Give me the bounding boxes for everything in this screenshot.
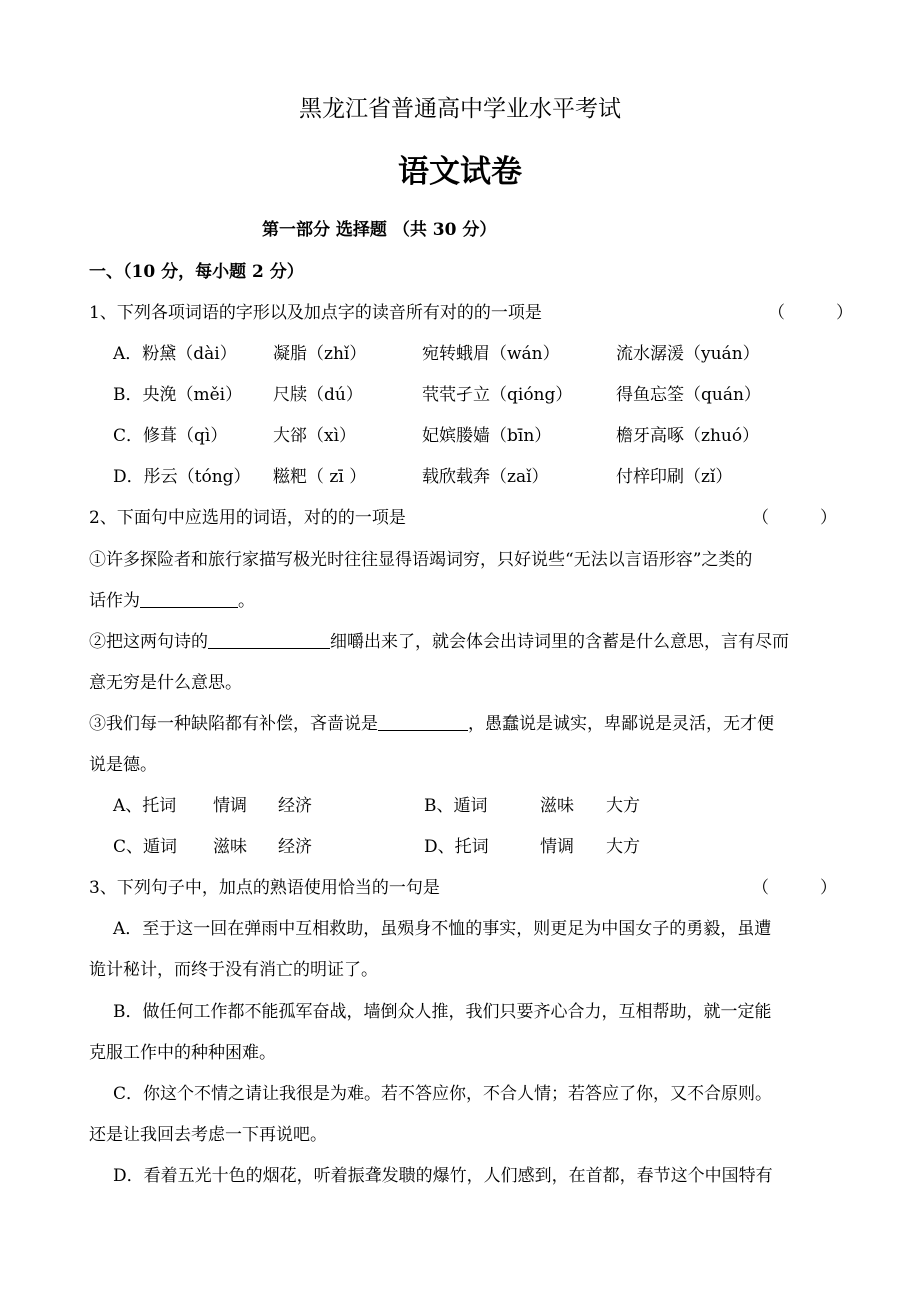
q1-c-4: 檐牙高啄（zhuó） bbox=[616, 426, 760, 446]
q2-d-3: 大方 bbox=[606, 837, 640, 857]
q2-sentence-1-line-1: ①许多探险者和旅行家描写极光时往往显得语竭词穷，只好说些“无法以言语形容”之类的 bbox=[89, 550, 753, 570]
q1-b-4: 得鱼忘筌（quán） bbox=[616, 385, 761, 405]
q1-b-1: B．央浼（měi） bbox=[113, 385, 243, 405]
q1-d-1: D．彤云（tóng） bbox=[113, 467, 251, 487]
q3-option-b-line-2: 克服工作中的种种困难。 bbox=[89, 1043, 276, 1063]
q2-a-3: 经济 bbox=[278, 796, 312, 816]
q2-c-3: 经济 bbox=[278, 837, 312, 857]
q2-b-2: 滋味 bbox=[540, 796, 574, 816]
q3-option-c-line-2: 还是让我回去考虑一下再说吧。 bbox=[89, 1125, 327, 1145]
q3-option-b-line-1: B．做任何工作都不能孤军奋战，墙倒众人推，我们只要齐心合力，互相帮助，就一定能 bbox=[113, 1002, 772, 1022]
exam-title: 黑龙江省普通高中学业水平考试 bbox=[299, 96, 621, 122]
q1-d-4: 付梓印刷（zǐ） bbox=[616, 467, 733, 487]
q2-a-1: A、托词 bbox=[113, 796, 177, 816]
q2-sentence-2-line-1 bbox=[89, 630, 789, 654]
q2-s2-rest: 细嚼出来了，就会体会出诗词里的含蓄是什么意思，言有尽而 bbox=[330, 632, 789, 652]
q2-s1-end: 。 bbox=[238, 591, 255, 611]
q1-d-3: 载欣载奔（zaǐ） bbox=[422, 467, 549, 487]
question-3-answer-paren[interactable]: （ ） bbox=[752, 878, 837, 898]
q1-a-4: 流水潺湲（yuán） bbox=[616, 344, 760, 364]
q2-s2-text: ②把这两句诗的 bbox=[89, 632, 208, 652]
q3-option-d-line-1: D．看着五光十色的烟花，听着振聋发聩的爆竹，人们感到，在首都，春节这个中国特有 bbox=[113, 1166, 773, 1186]
q2-sentence-2-line-2: 意无穷是什么意思。 bbox=[89, 673, 242, 693]
q3-option-c-line-1: C．你这个不情之请让我很是为难。若不答应你，不合人情；若答应了你，又不合原则。 bbox=[113, 1084, 773, 1104]
exam-subtitle: 语文试卷 bbox=[398, 154, 522, 190]
q1-a-3: 宛转蛾眉（wán） bbox=[422, 344, 560, 364]
q1-c-2: 大郤（xì） bbox=[273, 426, 357, 446]
q3-option-a-line-1: A．至于这一回在弹雨中互相救助，虽殒身不恤的事实，则更足为中国女子的勇毅，虽遭 bbox=[113, 919, 772, 939]
q3-option-a-line-2: 诡计秘计，而终于没有消亡的明证了。 bbox=[89, 960, 378, 980]
q2-s1-text: 话作为 bbox=[89, 591, 140, 611]
question-1-answer-paren[interactable]: （ ） bbox=[768, 303, 853, 323]
q2-sentence-3-line-1 bbox=[89, 712, 774, 736]
fill-blank-2[interactable] bbox=[208, 632, 330, 649]
q1-a-1: A．粉黛（dài） bbox=[113, 344, 237, 364]
q1-b-2: 尺牍（dú） bbox=[273, 385, 363, 405]
q2-d-2: 情调 bbox=[540, 837, 574, 857]
fill-blank-1[interactable] bbox=[140, 591, 238, 608]
part-heading: 第一部分 选择题 （共 30 分） bbox=[262, 220, 497, 240]
question-1-stem: 1、下列各项词语的字形以及加点字的读音所有对的的一项是 bbox=[89, 303, 542, 323]
q2-b-1: B、遁词 bbox=[424, 796, 488, 816]
q2-a-2: 情调 bbox=[213, 796, 247, 816]
question-2-stem: 2、下面句中应选用的词语，对的的一项是 bbox=[89, 508, 406, 528]
q2-c-1: C、遁词 bbox=[113, 837, 178, 857]
q1-c-1: C．修葺（qì） bbox=[113, 426, 228, 446]
q2-c-2: 滋味 bbox=[213, 837, 247, 857]
q2-b-3: 大方 bbox=[606, 796, 640, 816]
q1-c-3: 妃嫔媵嫱（bīn） bbox=[422, 426, 552, 446]
q1-a-2: 凝脂（zhǐ） bbox=[273, 344, 367, 364]
q2-d-1: D、托词 bbox=[424, 837, 489, 857]
section-heading: 一、（10 分，每小题 2 分） bbox=[89, 262, 304, 282]
q1-d-2: 糍粑（ zī ） bbox=[273, 467, 367, 487]
q2-sentence-1-line-2 bbox=[89, 589, 255, 613]
q2-s3-rest: ，愚蠢说是诚实，卑鄙说是灵活，无才便 bbox=[468, 714, 774, 734]
question-3-stem: 3、下列句子中，加点的熟语使用恰当的一句是 bbox=[89, 878, 440, 898]
q2-s3-text: ③我们每一种缺陷都有补偿，吝啬说是 bbox=[89, 714, 378, 734]
q2-sentence-3-line-2: 说是德。 bbox=[89, 755, 157, 775]
question-2-answer-paren[interactable]: （ ） bbox=[752, 508, 837, 528]
fill-blank-3[interactable] bbox=[378, 714, 468, 731]
q1-b-3: 茕茕孑立（qióng） bbox=[422, 385, 573, 405]
